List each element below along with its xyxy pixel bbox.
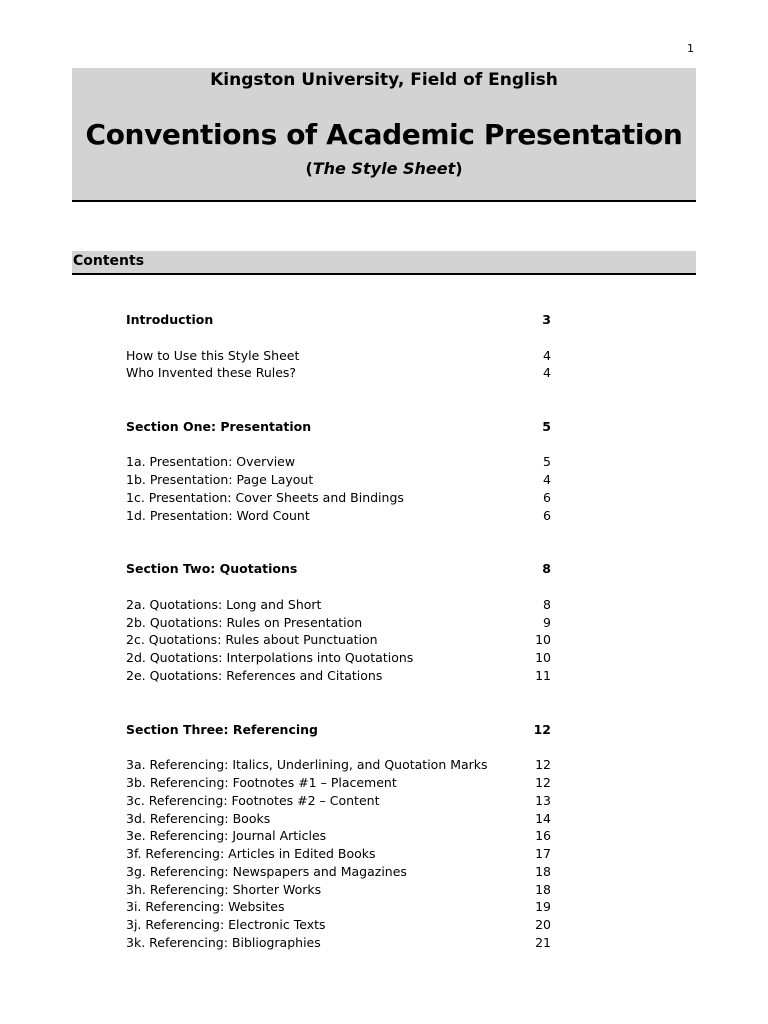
toc-section-heading [126,418,551,436]
toc-entry-page: 4 [543,472,551,487]
toc-entry-page: 19 [535,899,551,914]
toc-entry-label: Section Three: Referencing [126,722,318,737]
toc-entry-page: 6 [543,508,551,523]
toc-entry-page: 16 [535,828,551,843]
toc-entry [126,810,551,828]
toc-entry-page: 5 [543,454,551,469]
toc-entry-page: 10 [535,632,551,647]
toc-entry-page: 14 [535,811,551,826]
document-subtitle [72,159,696,178]
toc-entry-label: 3h. Referencing: Shorter Works [126,882,322,897]
page-number: 1 [687,42,694,55]
toc-entry-label: 3k. Referencing: Bibliographies [126,935,321,950]
title-block [72,68,696,202]
toc-entry-label: 3d. Referencing: Books [126,811,271,826]
toc-entry [126,792,551,810]
subtitle-italic: The Style Sheet [312,159,456,178]
document-title: Conventions of Academic Presentation [85,118,683,151]
toc-entry-label: 1c. Presentation: Cover Sheets and Bindings [126,490,404,505]
toc-entry-label: 2a. Quotations: Long and Short [126,597,322,612]
toc-entry-label: 3g. Referencing: Newspapers and Magazines [126,864,407,879]
toc-entry [126,881,551,899]
toc-entry-label: 1b. Presentation: Page Layout [126,472,314,487]
toc-entry-page: 4 [543,348,551,363]
toc-entry [126,934,551,952]
toc-entry-page: 5 [542,419,551,434]
toc-entry-page: 18 [535,882,551,897]
subtitle-open-paren: ( [305,159,313,178]
toc-entry-page: 8 [543,597,551,612]
toc-entry-page: 20 [535,917,551,932]
contents-heading: Contents [73,253,145,269]
toc-entry-label: 3a. Referencing: Italics, Underlining, and Quotation Marks [126,757,488,772]
toc-entry-label: 2c. Quotations: Rules about Punctuation [126,632,378,647]
toc-entry-page: 12 [535,757,551,772]
toc-section-heading [126,721,551,739]
toc-entry [126,507,551,525]
toc-entry-page: 9 [543,615,551,630]
toc-entry-label: 3j. Referencing: Electronic Texts [126,917,326,932]
toc-entry [126,774,551,792]
toc-section-heading [126,311,551,329]
toc-entry-page: 3 [542,312,551,327]
toc-entry [126,667,551,685]
contents-header-bar [72,251,696,275]
toc-entry [126,827,551,845]
toc-entry-page: 10 [535,650,551,665]
toc-entry-page: 4 [543,365,551,380]
toc-entry-page: 12 [533,722,551,737]
toc-entry-page: 21 [535,935,551,950]
toc-entry-label: Introduction [126,312,214,327]
subtitle-close-paren: ) [455,159,463,178]
toc-entry [126,364,551,382]
toc-entry [126,471,551,489]
toc-entry [126,649,551,667]
toc-entry-page: 12 [535,775,551,790]
toc-entry-label: 3e. Referencing: Journal Articles [126,828,327,843]
institution-name: Kingston University, Field of English [210,70,558,90]
toc-entry-label: 3b. Referencing: Footnotes #1 – Placement [126,775,397,790]
toc-entry [126,863,551,881]
toc-entry-page: 17 [535,846,551,861]
toc-entry [126,845,551,863]
toc-entry-label: 2d. Quotations: Interpolations into Quotations [126,650,414,665]
toc-entry-label: 1d. Presentation: Word Count [126,508,310,523]
toc-entry [126,916,551,934]
toc-entry-label: Section One: Presentation [126,419,312,434]
toc-entry-label: Who Invented these Rules? [126,365,297,380]
toc-entry-label: 2e. Quotations: References and Citations [126,668,383,683]
toc-entry-label: Section Two: Quotations [126,561,298,576]
toc-entry [126,347,551,365]
toc-entry [126,614,551,632]
toc-entry [126,596,551,614]
toc-entry-page: 18 [535,864,551,879]
toc-entry-page: 8 [542,561,551,576]
toc-entry-page: 11 [535,668,551,683]
toc-entry [126,453,551,471]
toc-entry-label: 3f. Referencing: Articles in Edited Books [126,846,376,861]
toc-entry-page: 6 [543,490,551,505]
toc-entry-label: 1a. Presentation: Overview [126,454,296,469]
toc-entry [126,631,551,649]
toc-entry [126,756,551,774]
toc-entry-label: How to Use this Style Sheet [126,348,300,363]
toc-entry-label: 2b. Quotations: Rules on Presentation [126,615,363,630]
toc-entry-label: 3c. Referencing: Footnotes #2 – Content [126,793,380,808]
toc-entry-label: 3i. Referencing: Websites [126,899,285,914]
toc-entry [126,898,551,916]
toc-entry-page: 13 [535,793,551,808]
toc-entry [126,489,551,507]
toc-section-heading [126,560,551,578]
